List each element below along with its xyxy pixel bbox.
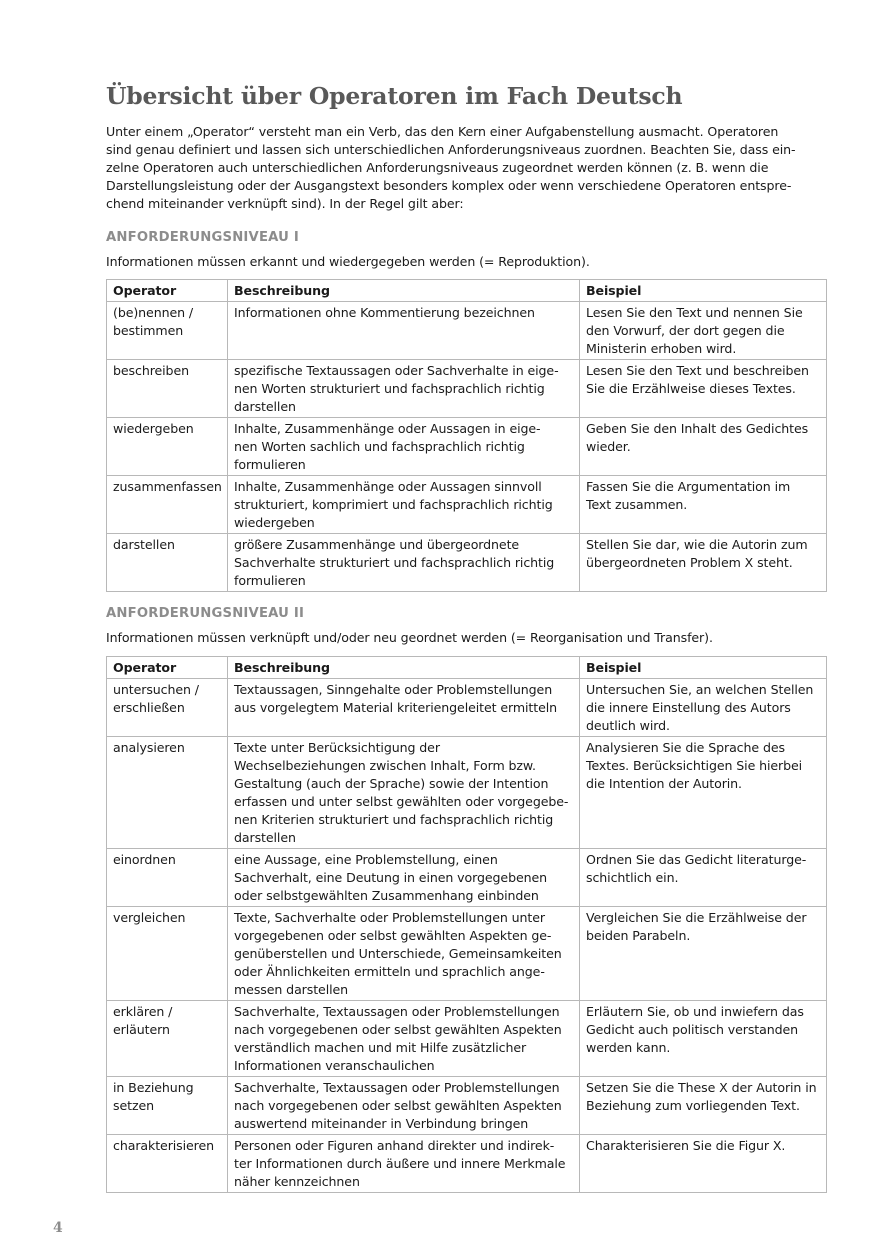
- page-title: Übersicht über Operatoren im Fach Deutsch: [106, 82, 683, 110]
- operator-line: erläutern: [113, 1022, 170, 1037]
- operator-line: vergleichen: [113, 910, 186, 925]
- example-line: Lesen Sie den Text und nennen Sie: [586, 305, 803, 320]
- intro-line: Unter einem „Operator“ versteht man ein Verb, das den Kern einer Aufgabenstellung ausmacht. Operatoren: [106, 124, 779, 139]
- intro-paragraph: [106, 123, 826, 213]
- table-row: [107, 737, 827, 849]
- operator-line: darstellen: [113, 537, 175, 552]
- example-cell: [580, 1001, 827, 1077]
- example-cell: [580, 418, 827, 476]
- operator-line: charakterisieren: [113, 1138, 215, 1153]
- description-line: Informationen ohne Kommentierung bezeichnen: [234, 305, 535, 320]
- column-header-example: Beispiel: [580, 657, 827, 679]
- description-cell: [228, 907, 580, 1001]
- operator-line: in Beziehung: [113, 1080, 194, 1095]
- example-line: Sie die Erzählweise dieses Textes.: [586, 381, 796, 396]
- example-line: Text zusammen.: [586, 497, 688, 512]
- example-line: wieder.: [586, 439, 631, 454]
- table-row: [107, 534, 827, 592]
- operator-cell: [107, 737, 228, 849]
- example-line: beiden Parabeln.: [586, 928, 691, 943]
- table-row: [107, 1077, 827, 1135]
- page-number: 4: [53, 1220, 63, 1236]
- description-line: eine Aussage, eine Problemstellung, einen: [234, 852, 498, 867]
- operator-table-level-2: [106, 656, 827, 1193]
- description-line: verständlich machen und mit Hilfe zusätzlicher: [234, 1040, 527, 1055]
- example-line: Vergleichen Sie die Erzählweise der: [586, 910, 807, 925]
- column-header-description: Beschreibung: [228, 657, 580, 679]
- description-line: nach vorgegebenen oder selbst gewählten Aspekten: [234, 1098, 562, 1113]
- example-line: Ordnen Sie das Gedicht literaturge-: [586, 852, 807, 867]
- operator-cell: [107, 679, 228, 737]
- description-cell: [228, 418, 580, 476]
- operator-line: analysieren: [113, 740, 185, 755]
- operator-cell: [107, 534, 228, 592]
- example-line: den Vorwurf, der dort gegen die: [586, 323, 785, 338]
- description-line: Personen oder Figuren anhand direkter und indirek-: [234, 1138, 555, 1153]
- operator-line: beschreiben: [113, 363, 189, 378]
- example-line: Geben Sie den Inhalt des Gedichtes: [586, 421, 809, 436]
- example-line: die innere Einstellung des Autors: [586, 700, 791, 715]
- example-line: Ministerin erhoben wird.: [586, 341, 737, 356]
- description-line: vorgegebenen oder selbst gewählten Aspekten ge-: [234, 928, 552, 943]
- description-cell: [228, 534, 580, 592]
- operator-cell: [107, 302, 228, 360]
- description-line: Sachverhalt, eine Deutung in einen vorgegebenen: [234, 870, 548, 885]
- example-line: Stellen Sie dar, wie die Autorin zum: [586, 537, 808, 552]
- description-line: formulieren: [234, 457, 306, 472]
- intro-line: zelne Operatoren auch unterschiedlichen Anforderungsniveaus zugeordnet werden können (z. B. wenn die: [106, 160, 769, 175]
- description-line: Sachverhalte, Textaussagen oder Problemstellungen: [234, 1004, 560, 1019]
- section-subtitle-level-1: Informationen müssen erkannt und wiedergegeben werden (= Reproduktion).: [106, 254, 590, 269]
- operator-line: setzen: [113, 1098, 154, 1113]
- description-line: Inhalte, Zusammenhänge oder Aussagen sinnvoll: [234, 479, 542, 494]
- example-line: Gedicht auch politisch verstanden: [586, 1022, 799, 1037]
- example-line: Setzen Sie die These X der Autorin in: [586, 1080, 817, 1095]
- description-line: näher kennzeichnen: [234, 1174, 360, 1189]
- description-line: Wechselbeziehungen zwischen Inhalt, Form bzw.: [234, 758, 536, 773]
- example-cell: [580, 302, 827, 360]
- table-row: [107, 1135, 827, 1193]
- table-header-row: [107, 280, 827, 302]
- description-line: Texte, Sachverhalte oder Problemstellungen unter: [234, 910, 545, 925]
- description-line: genüberstellen und Unterschiede, Gemeinsamkeiten: [234, 946, 562, 961]
- operator-line: erschließen: [113, 700, 185, 715]
- operator-cell: [107, 418, 228, 476]
- intro-line: chend miteinander verknüpft sind). In der Regel gilt aber:: [106, 196, 464, 211]
- description-line: Informationen veranschaulichen: [234, 1058, 435, 1073]
- operator-line: (be)nennen /: [113, 305, 194, 320]
- description-line: spezifische Textaussagen oder Sachverhalte in eige-: [234, 363, 559, 378]
- description-cell: [228, 679, 580, 737]
- table-header-row: [107, 657, 827, 679]
- operator-cell: [107, 1135, 228, 1193]
- operator-line: wiedergeben: [113, 421, 194, 436]
- description-line: oder Ähnlichkeiten ermitteln und sprachlich ange-: [234, 964, 545, 979]
- section-heading-level-2: ANFORDERUNGSNIVEAU II: [106, 606, 305, 621]
- description-line: messen darstellen: [234, 982, 349, 997]
- operator-cell: [107, 907, 228, 1001]
- description-line: Sachverhalte strukturiert und fachsprachlich richtig: [234, 555, 555, 570]
- description-cell: [228, 1135, 580, 1193]
- column-header-description: Beschreibung: [228, 280, 580, 302]
- description-line: darstellen: [234, 830, 296, 845]
- description-line: nach vorgegebenen oder selbst gewählten Aspekten: [234, 1022, 562, 1037]
- operator-cell: [107, 1001, 228, 1077]
- description-line: Sachverhalte, Textaussagen oder Problemstellungen: [234, 1080, 560, 1095]
- description-cell: [228, 1001, 580, 1077]
- description-line: Inhalte, Zusammenhänge oder Aussagen in eige-: [234, 421, 541, 436]
- example-line: schichtlich ein.: [586, 870, 679, 885]
- description-line: ter Informationen durch äußere und innere Merkmale: [234, 1156, 566, 1171]
- example-line: übergeordneten Problem X steht.: [586, 555, 793, 570]
- example-line: deutlich wird.: [586, 718, 670, 733]
- description-line: nen Worten sachlich und fachsprachlich richtig: [234, 439, 525, 454]
- table-row: [107, 360, 827, 418]
- example-line: Analysieren Sie die Sprache des: [586, 740, 785, 755]
- description-line: strukturiert, komprimiert und fachsprachlich richtig: [234, 497, 553, 512]
- section-heading-level-1: ANFORDERUNGSNIVEAU I: [106, 230, 299, 245]
- description-cell: [228, 737, 580, 849]
- example-line: Beziehung zum vorliegenden Text.: [586, 1098, 800, 1113]
- example-cell: [580, 476, 827, 534]
- description-line: formulieren: [234, 573, 306, 588]
- example-line: die Intention der Autorin.: [586, 776, 742, 791]
- table-row: [107, 1001, 827, 1077]
- description-cell: [228, 476, 580, 534]
- example-line: Charakterisieren Sie die Figur X.: [586, 1138, 786, 1153]
- description-line: nen Worten strukturiert und fachsprachlich richtig: [234, 381, 545, 396]
- operator-cell: [107, 360, 228, 418]
- description-cell: [228, 1077, 580, 1135]
- example-line: Fassen Sie die Argumentation im: [586, 479, 791, 494]
- operator-table-level-1: [106, 279, 827, 592]
- table-row: [107, 302, 827, 360]
- table-row: [107, 476, 827, 534]
- intro-line: Darstellungsleistung oder der Ausgangstext besonders komplex oder wenn verschiedene Operatoren entspre-: [106, 178, 792, 193]
- example-line: Textes. Berücksichtigen Sie hierbei: [586, 758, 803, 773]
- example-line: Lesen Sie den Text und beschreiben: [586, 363, 809, 378]
- operator-line: einordnen: [113, 852, 176, 867]
- description-line: aus vorgelegtem Material kriteriengeleitet ermitteln: [234, 700, 558, 715]
- operator-line: zusammenfassen: [113, 479, 222, 494]
- example-cell: [580, 534, 827, 592]
- example-line: Untersuchen Sie, an welchen Stellen: [586, 682, 814, 697]
- example-line: Erläutern Sie, ob und inwiefern das: [586, 1004, 804, 1019]
- column-header-operator: Operator: [107, 657, 228, 679]
- description-line: Gestaltung (auch der Sprache) sowie der Intention: [234, 776, 549, 791]
- table-row: [107, 849, 827, 907]
- table-row: [107, 418, 827, 476]
- example-cell: [580, 737, 827, 849]
- operator-cell: [107, 476, 228, 534]
- description-line: wiedergeben: [234, 515, 315, 530]
- table-row: [107, 679, 827, 737]
- example-cell: [580, 907, 827, 1001]
- description-line: oder selbstgewählten Zusammenhang einbinden: [234, 888, 539, 903]
- example-cell: [580, 360, 827, 418]
- description-line: nen Kriterien strukturiert und fachsprachlich richtig: [234, 812, 554, 827]
- operator-line: erklären /: [113, 1004, 173, 1019]
- example-cell: [580, 679, 827, 737]
- operator-line: bestimmen: [113, 323, 184, 338]
- intro-line: sind genau definiert und lassen sich unterschiedlichen Anforderungsniveaus zuordnen. Beachten Sie, dass ein-: [106, 142, 796, 157]
- description-line: darstellen: [234, 399, 296, 414]
- example-cell: [580, 849, 827, 907]
- description-cell: [228, 360, 580, 418]
- description-line: Texte unter Berücksichtigung der: [234, 740, 440, 755]
- description-cell: [228, 302, 580, 360]
- description-line: auswertend miteinander in Verbindung bringen: [234, 1116, 529, 1131]
- example-cell: [580, 1077, 827, 1135]
- description-line: größere Zusammenhänge und übergeordnete: [234, 537, 520, 552]
- example-cell: [580, 1135, 827, 1193]
- column-header-example: Beispiel: [580, 280, 827, 302]
- description-cell: [228, 849, 580, 907]
- operator-cell: [107, 849, 228, 907]
- column-header-operator: Operator: [107, 280, 228, 302]
- description-line: Textaussagen, Sinngehalte oder Problemstellungen: [234, 682, 553, 697]
- description-line: erfassen und unter selbst gewählten oder vorgegebe-: [234, 794, 569, 809]
- example-line: werden kann.: [586, 1040, 671, 1055]
- section-subtitle-level-2: Informationen müssen verknüpft und/oder neu geordnet werden (= Reorganisation und Transfer).: [106, 630, 713, 645]
- operator-cell: [107, 1077, 228, 1135]
- operator-line: untersuchen /: [113, 682, 199, 697]
- table-row: [107, 907, 827, 1001]
